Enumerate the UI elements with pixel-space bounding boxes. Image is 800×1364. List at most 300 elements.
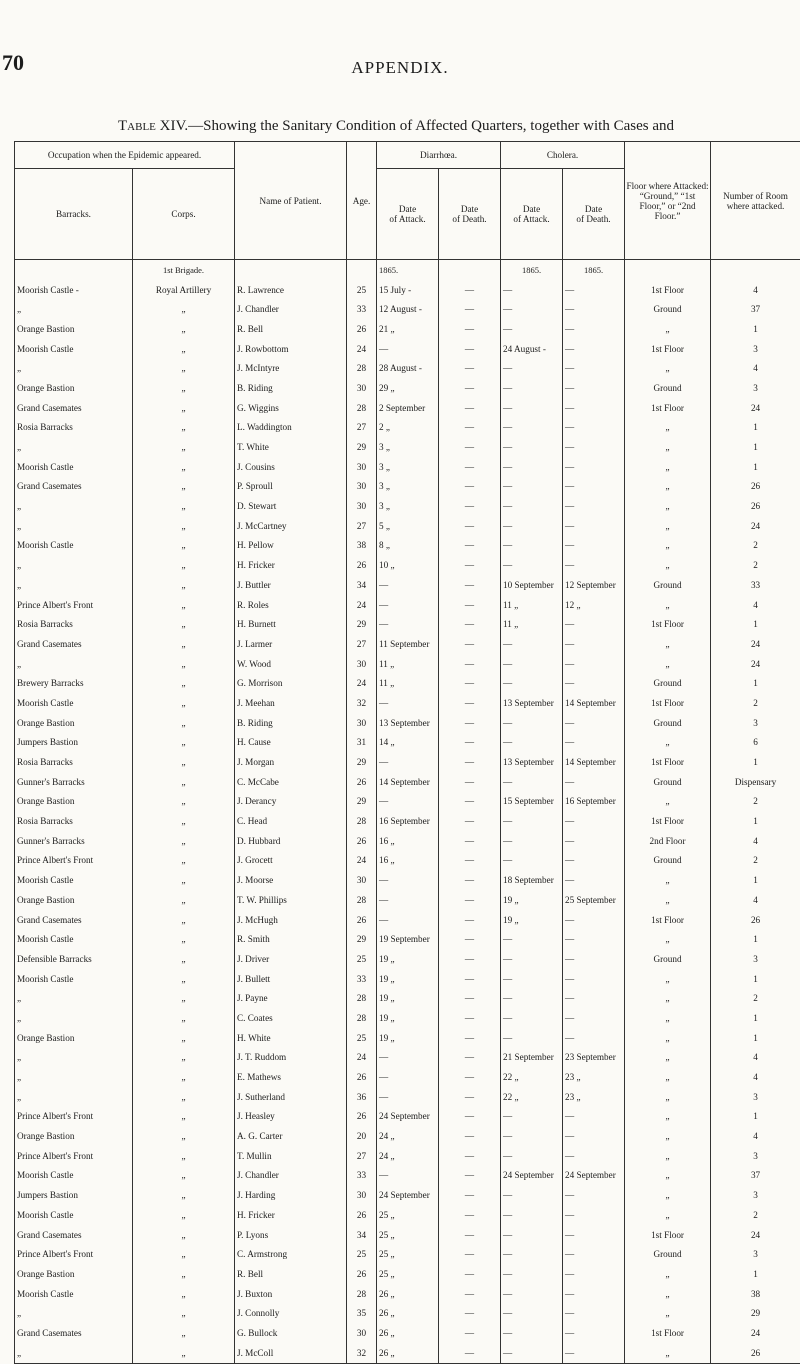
barracks-cell: Rosia Barracks <box>15 752 133 772</box>
room-cell: 3 <box>711 1087 800 1107</box>
table-row <box>15 870 800 890</box>
table-row <box>15 299 800 319</box>
diarrhoea-attack-cell: 19 „ <box>377 969 439 989</box>
age-cell: 29 <box>347 929 377 949</box>
diarrhoea-death-cell: — <box>439 1303 501 1323</box>
age-cell: 26 <box>347 555 377 575</box>
room-cell: 2 <box>711 851 800 871</box>
table-body <box>15 260 800 1364</box>
barracks-cell: Moorish Castle <box>15 1284 133 1304</box>
cholera-attack-cell: — <box>501 477 563 497</box>
corps-cell: „ <box>133 851 235 871</box>
table-row <box>15 516 800 536</box>
cholera-death-cell: — <box>563 733 625 753</box>
cholera-death-cell: — <box>563 634 625 654</box>
barracks-cell: Prince Albert's Front <box>15 1244 133 1264</box>
corps-cell: „ <box>133 890 235 910</box>
barracks-cell: Moorish Castle <box>15 929 133 949</box>
table-row <box>15 792 800 812</box>
diarrhoea-attack-cell: 19 „ <box>377 988 439 1008</box>
cholera-attack-cell: — <box>501 1303 563 1323</box>
patient-name-cell: H. Pellow <box>235 536 347 556</box>
age-header: Age. <box>347 142 377 260</box>
diarrhoea-attack-cell: 19 „ <box>377 1028 439 1048</box>
diarrhoea-death-cell: — <box>439 358 501 378</box>
corps-cell: „ <box>133 870 235 890</box>
cholera-death-cell: — <box>563 654 625 674</box>
table-row <box>15 418 800 438</box>
cholera-attack-cell: — <box>501 437 563 457</box>
age-cell: 34 <box>347 1225 377 1245</box>
patient-name-cell: C. Coates <box>235 1008 347 1028</box>
cholera-attack-cell: — <box>501 929 563 949</box>
patient-name-cell: H. Fricker <box>235 555 347 575</box>
cholera-death-cell: — <box>563 437 625 457</box>
corps-cell: „ <box>133 1028 235 1048</box>
barracks-cell: Orange Bastion <box>15 713 133 733</box>
barracks-cell: Orange Bastion <box>15 1126 133 1146</box>
barracks-cell: Jumpers Bastion <box>15 1185 133 1205</box>
barracks-cell: Gunner's Barracks <box>15 831 133 851</box>
diarrhoea-attack-cell: 28 August - <box>377 358 439 378</box>
table-row <box>15 457 800 477</box>
diarrhoea-attack-cell: 2 „ <box>377 418 439 438</box>
cholera-attack-cell: 13 September <box>501 752 563 772</box>
diarrhoea-attack-cell: 16 September <box>377 811 439 831</box>
corps-cell: „ <box>133 1067 235 1087</box>
diarrhoea-attack-cell: — <box>377 792 439 812</box>
barracks-cell: Rosia Barracks <box>15 418 133 438</box>
diarrhoea-death-cell: — <box>439 772 501 792</box>
diarrhoea-death-cell: — <box>439 457 501 477</box>
cholera-header: Cholera. <box>501 142 625 169</box>
patient-name-cell: J. McCartney <box>235 516 347 536</box>
cholera-attack-cell: — <box>501 969 563 989</box>
diarrhoea-attack-cell: — <box>377 890 439 910</box>
patient-name-cell: H. Fricker <box>235 1205 347 1225</box>
corps-cell: „ <box>133 910 235 930</box>
corps-cell: „ <box>133 1244 235 1264</box>
corps-cell: „ <box>133 733 235 753</box>
room-cell: 2 <box>711 988 800 1008</box>
patient-name-cell: R. Lawrence <box>235 280 347 300</box>
corps-cell: „ <box>133 949 235 969</box>
age-cell: 24 <box>347 1048 377 1068</box>
occupation-header: Occupation when the Epidemic appeared. <box>15 142 235 169</box>
barracks-cell: Moorish Castle <box>15 870 133 890</box>
table-row <box>15 477 800 497</box>
diarrhoea-date-death-header: Date of Death. <box>439 169 501 260</box>
corps-cell: „ <box>133 536 235 556</box>
barracks-cell: „ <box>15 1067 133 1087</box>
cholera-death-cell: — <box>563 831 625 851</box>
barracks-cell: Orange Bastion <box>15 1264 133 1284</box>
corps-cell: „ <box>133 693 235 713</box>
age-cell: 28 <box>347 811 377 831</box>
table-row <box>15 1126 800 1146</box>
table-row <box>15 555 800 575</box>
table-row <box>15 1008 800 1028</box>
barracks-cell: Moorish Castle - <box>15 280 133 300</box>
barracks-cell: „ <box>15 555 133 575</box>
cholera-death-cell: 16 September <box>563 792 625 812</box>
barracks-cell: Prince Albert's Front <box>15 595 133 615</box>
corps-cell: „ <box>133 437 235 457</box>
floor-cell: Ground <box>625 713 711 733</box>
table-row <box>15 1185 800 1205</box>
floor-cell: 2nd Floor <box>625 831 711 851</box>
age-cell: 20 <box>347 1126 377 1146</box>
room-cell: 3 <box>711 378 800 398</box>
room-cell: 2 <box>711 555 800 575</box>
table-row <box>15 575 800 595</box>
diarrhoea-attack-cell: 29 „ <box>377 378 439 398</box>
table-row <box>15 910 800 930</box>
floor-cell: „ <box>625 496 711 516</box>
cholera-death-cell: — <box>563 1185 625 1205</box>
patient-name-cell: J. McHugh <box>235 910 347 930</box>
table-row <box>15 1028 800 1048</box>
diarrhoea-attack-cell: 13 September <box>377 713 439 733</box>
corps-cell: „ <box>133 1264 235 1284</box>
floor-cell: „ <box>625 929 711 949</box>
cholera-death-cell: — <box>563 1008 625 1028</box>
patient-name-cell: R. Bell <box>235 1264 347 1284</box>
diarrhoea-death-cell: — <box>439 890 501 910</box>
caption-text: —Showing the Sanitary Condition of Affected Quarters, together with Cases and <box>188 118 674 134</box>
patient-name-cell: P. Sproull <box>235 477 347 497</box>
diarrhoea-attack-cell: 26 „ <box>377 1343 439 1363</box>
patient-name-cell: G. Morrison <box>235 673 347 693</box>
patient-name-cell: W. Wood <box>235 654 347 674</box>
room-cell: 2 <box>711 792 800 812</box>
corps-cell: „ <box>133 772 235 792</box>
diarrhoea-attack-cell: 19 „ <box>377 949 439 969</box>
age-cell: 30 <box>347 870 377 890</box>
cholera-attack-cell: — <box>501 1028 563 1048</box>
cholera-attack-cell: 11 „ <box>501 614 563 634</box>
corps-cell: „ <box>133 457 235 477</box>
room-cell: Dispensary <box>711 772 800 792</box>
room-cell: 4 <box>711 1126 800 1146</box>
diarrhoea-death-cell: — <box>439 811 501 831</box>
age-cell: 36 <box>347 1087 377 1107</box>
cholera-death-cell: — <box>563 713 625 733</box>
table-row <box>15 693 800 713</box>
patient-name-cell: J. Harding <box>235 1185 347 1205</box>
age-cell: 28 <box>347 890 377 910</box>
table-row <box>15 752 800 772</box>
diarrhoea-attack-cell: — <box>377 1048 439 1068</box>
corps-cell: „ <box>133 555 235 575</box>
cholera-attack-cell: 11 „ <box>501 595 563 615</box>
room-cell: 26 <box>711 477 800 497</box>
patient-name-cell: G. Bullock <box>235 1323 347 1343</box>
barracks-cell: Orange Bastion <box>15 890 133 910</box>
corps-cell: „ <box>133 831 235 851</box>
diarrhoea-attack-cell: 19 September <box>377 929 439 949</box>
floor-cell: Ground <box>625 772 711 792</box>
cholera-attack-cell: — <box>501 1343 563 1363</box>
corps-cell: „ <box>133 358 235 378</box>
table-row <box>15 1284 800 1304</box>
floor-cell: „ <box>625 1107 711 1127</box>
cholera-attack-cell: — <box>501 1126 563 1146</box>
diarrhoea-death-cell: — <box>439 299 501 319</box>
sub-header-row <box>15 260 800 280</box>
cholera-death-cell: — <box>563 536 625 556</box>
diarrhoea-death-cell: — <box>439 929 501 949</box>
room-cell: 37 <box>711 1166 800 1186</box>
floor-cell: Ground <box>625 299 711 319</box>
cholera-attack-cell: 21 September <box>501 1048 563 1068</box>
floor-cell: „ <box>625 418 711 438</box>
patient-name-cell: J. Payne <box>235 988 347 1008</box>
age-cell: 25 <box>347 1244 377 1264</box>
room-cell: 1 <box>711 673 800 693</box>
diarrhoea-attack-cell: 3 „ <box>377 496 439 516</box>
diarrhoea-death-cell: — <box>439 713 501 733</box>
cholera-attack-cell: — <box>501 516 563 536</box>
patient-name-cell: R. Roles <box>235 595 347 615</box>
corps-cell: „ <box>133 398 235 418</box>
cholera-death-cell: — <box>563 319 625 339</box>
cholera-attack-cell: — <box>501 733 563 753</box>
age-cell: 26 <box>347 1067 377 1087</box>
corps-cell: „ <box>133 713 235 733</box>
floor-cell: 1st Floor <box>625 280 711 300</box>
patient-name-cell: J. Rowbottom <box>235 339 347 359</box>
corps-cell: „ <box>133 1146 235 1166</box>
cholera-attack-cell: — <box>501 811 563 831</box>
patient-name-cell: J. McIntyre <box>235 358 347 378</box>
diarrhoea-death-cell: — <box>439 1225 501 1245</box>
cholera-attack-year: 1865. <box>501 260 563 280</box>
patient-name-cell: E. Mathews <box>235 1067 347 1087</box>
cholera-death-cell: — <box>563 851 625 871</box>
age-cell: 30 <box>347 1323 377 1343</box>
room-cell: 4 <box>711 1048 800 1068</box>
diarrhoea-death-cell: — <box>439 1146 501 1166</box>
name-header: Name of Patient. <box>235 142 347 260</box>
diarrhoea-attack-cell: — <box>377 1087 439 1107</box>
floor-cell: „ <box>625 555 711 575</box>
age-cell: 33 <box>347 969 377 989</box>
patient-name-cell: C. Head <box>235 811 347 831</box>
table-row <box>15 1087 800 1107</box>
cholera-death-cell: — <box>563 280 625 300</box>
patient-name-cell: J. Bullett <box>235 969 347 989</box>
table-row <box>15 1303 800 1323</box>
cholera-death-cell: — <box>563 772 625 792</box>
patient-name-cell: J. Morgan <box>235 752 347 772</box>
room-cell: 3 <box>711 713 800 733</box>
age-cell: 26 <box>347 1205 377 1225</box>
age-cell: 38 <box>347 536 377 556</box>
cholera-attack-cell: 24 August - <box>501 339 563 359</box>
room-cell: 3 <box>711 1244 800 1264</box>
floor-cell: „ <box>625 988 711 1008</box>
barracks-cell: „ <box>15 1343 133 1363</box>
barracks-header: Barracks. <box>15 169 133 260</box>
cholera-death-cell: — <box>563 969 625 989</box>
cholera-death-cell: — <box>563 1323 625 1343</box>
corps-cell: „ <box>133 634 235 654</box>
patient-name-cell: H. Burnett <box>235 614 347 634</box>
diarrhoea-attack-cell: 8 „ <box>377 536 439 556</box>
age-cell: 27 <box>347 516 377 536</box>
corps-cell: „ <box>133 1185 235 1205</box>
barracks-cell: Orange Bastion <box>15 1028 133 1048</box>
room-cell: 4 <box>711 1067 800 1087</box>
barracks-cell: Moorish Castle <box>15 457 133 477</box>
corps-cell: „ <box>133 1008 235 1028</box>
diarrhoea-attack-cell: 24 September <box>377 1185 439 1205</box>
cholera-attack-cell: — <box>501 280 563 300</box>
barracks-cell: Moorish Castle <box>15 1166 133 1186</box>
table-row <box>15 1244 800 1264</box>
corps-cell: „ <box>133 614 235 634</box>
sanitary-condition-table <box>14 141 800 1364</box>
barracks-cell: Rosia Barracks <box>15 811 133 831</box>
diarrhoea-attack-cell: 19 „ <box>377 1008 439 1028</box>
patient-name-cell: J. Cousins <box>235 457 347 477</box>
table-row <box>15 851 800 871</box>
room-cell: 6 <box>711 733 800 753</box>
room-cell: 1 <box>711 457 800 477</box>
diarrhoea-header: Diarrhœa. <box>377 142 501 169</box>
floor-cell: 1st Floor <box>625 811 711 831</box>
floor-cell: „ <box>625 1185 711 1205</box>
patient-name-cell: D. Stewart <box>235 496 347 516</box>
diarrhoea-death-cell: — <box>439 733 501 753</box>
table-row <box>15 319 800 339</box>
cholera-attack-cell: — <box>501 851 563 871</box>
cholera-attack-cell: — <box>501 831 563 851</box>
room-cell: 4 <box>711 358 800 378</box>
barracks-cell: Grand Casemates <box>15 1225 133 1245</box>
corps-cell: „ <box>133 1343 235 1363</box>
corps-cell: „ <box>133 1166 235 1186</box>
floor-cell: „ <box>625 477 711 497</box>
room-cell: 33 <box>711 575 800 595</box>
room-cell: 4 <box>711 280 800 300</box>
diarrhoea-death-cell: — <box>439 280 501 300</box>
diarrhoea-death-cell: — <box>439 1008 501 1028</box>
room-cell: 24 <box>711 1225 800 1245</box>
barracks-cell: „ <box>15 1008 133 1028</box>
corps-cell: „ <box>133 378 235 398</box>
cholera-death-cell: — <box>563 1146 625 1166</box>
diarrhoea-death-cell: — <box>439 752 501 772</box>
diarrhoea-death-cell: — <box>439 555 501 575</box>
diarrhoea-attack-cell: — <box>377 339 439 359</box>
cholera-attack-cell: — <box>501 536 563 556</box>
room-cell: 38 <box>711 1284 800 1304</box>
room-cell: 1 <box>711 969 800 989</box>
corps-cell: „ <box>133 516 235 536</box>
barracks-cell: Grand Casemates <box>15 398 133 418</box>
cholera-death-cell: — <box>563 516 625 536</box>
cholera-date-attack-header: Date of Attack. <box>501 169 563 260</box>
cholera-death-cell: — <box>563 418 625 438</box>
room-cell: 3 <box>711 1185 800 1205</box>
cholera-attack-cell: 19 „ <box>501 910 563 930</box>
diarrhoea-attack-cell: 10 „ <box>377 555 439 575</box>
corps-cell: „ <box>133 339 235 359</box>
floor-cell: „ <box>625 654 711 674</box>
cholera-death-cell: 23 September <box>563 1048 625 1068</box>
cholera-date-death-header: Date of Death. <box>563 169 625 260</box>
diarrhoea-death-cell: — <box>439 910 501 930</box>
diarrhoea-death-cell: — <box>439 949 501 969</box>
age-cell: 25 <box>347 1028 377 1048</box>
floor-cell: Ground <box>625 673 711 693</box>
diarrhoea-death-cell: — <box>439 1264 501 1284</box>
corps-cell: „ <box>133 792 235 812</box>
diarrhoea-death-cell: — <box>439 693 501 713</box>
table-row <box>15 772 800 792</box>
diarrhoea-death-cell: — <box>439 1323 501 1343</box>
corps-cell: „ <box>133 1323 235 1343</box>
room-cell: 1 <box>711 811 800 831</box>
table-caption <box>118 118 674 135</box>
floor-cell: „ <box>625 1048 711 1068</box>
table-row <box>15 280 800 300</box>
barracks-cell: „ <box>15 516 133 536</box>
table-row <box>15 713 800 733</box>
barracks-cell: Orange Bastion <box>15 792 133 812</box>
diarrhoea-attack-cell: — <box>377 614 439 634</box>
table-row <box>15 378 800 398</box>
diarrhoea-attack-cell: — <box>377 1067 439 1087</box>
room-cell: 24 <box>711 634 800 654</box>
patient-name-cell: J. Chandler <box>235 1166 347 1186</box>
diarrhoea-attack-cell: 21 „ <box>377 319 439 339</box>
corps-cell: „ <box>133 477 235 497</box>
floor-cell: „ <box>625 792 711 812</box>
age-cell: 28 <box>347 1284 377 1304</box>
age-cell: 32 <box>347 693 377 713</box>
table-row <box>15 1067 800 1087</box>
room-header: Number of Room where attacked. <box>711 142 800 260</box>
cholera-attack-cell: 19 „ <box>501 890 563 910</box>
barracks-cell: Grand Casemates <box>15 477 133 497</box>
cholera-death-cell: 25 September <box>563 890 625 910</box>
diarrhoea-attack-cell: 3 „ <box>377 437 439 457</box>
diarrhoea-attack-cell: 26 „ <box>377 1284 439 1304</box>
cholera-death-cell: 23 „ <box>563 1087 625 1107</box>
corps-cell: „ <box>133 496 235 516</box>
floor-cell: „ <box>625 1264 711 1284</box>
cholera-death-cell: — <box>563 910 625 930</box>
floor-cell: „ <box>625 595 711 615</box>
table-row <box>15 929 800 949</box>
age-cell: 26 <box>347 1264 377 1284</box>
barracks-cell: „ <box>15 654 133 674</box>
age-cell: 30 <box>347 477 377 497</box>
cholera-attack-cell: 10 September <box>501 575 563 595</box>
cholera-attack-cell: — <box>501 1264 563 1284</box>
table-row <box>15 1323 800 1343</box>
diarrhoea-death-cell: — <box>439 536 501 556</box>
room-cell: 2 <box>711 536 800 556</box>
cholera-attack-cell: 22 „ <box>501 1087 563 1107</box>
caption-label: Table XIV. <box>118 118 188 134</box>
room-cell: 26 <box>711 910 800 930</box>
patient-name-cell: L. Waddington <box>235 418 347 438</box>
barracks-cell: Moorish Castle <box>15 536 133 556</box>
